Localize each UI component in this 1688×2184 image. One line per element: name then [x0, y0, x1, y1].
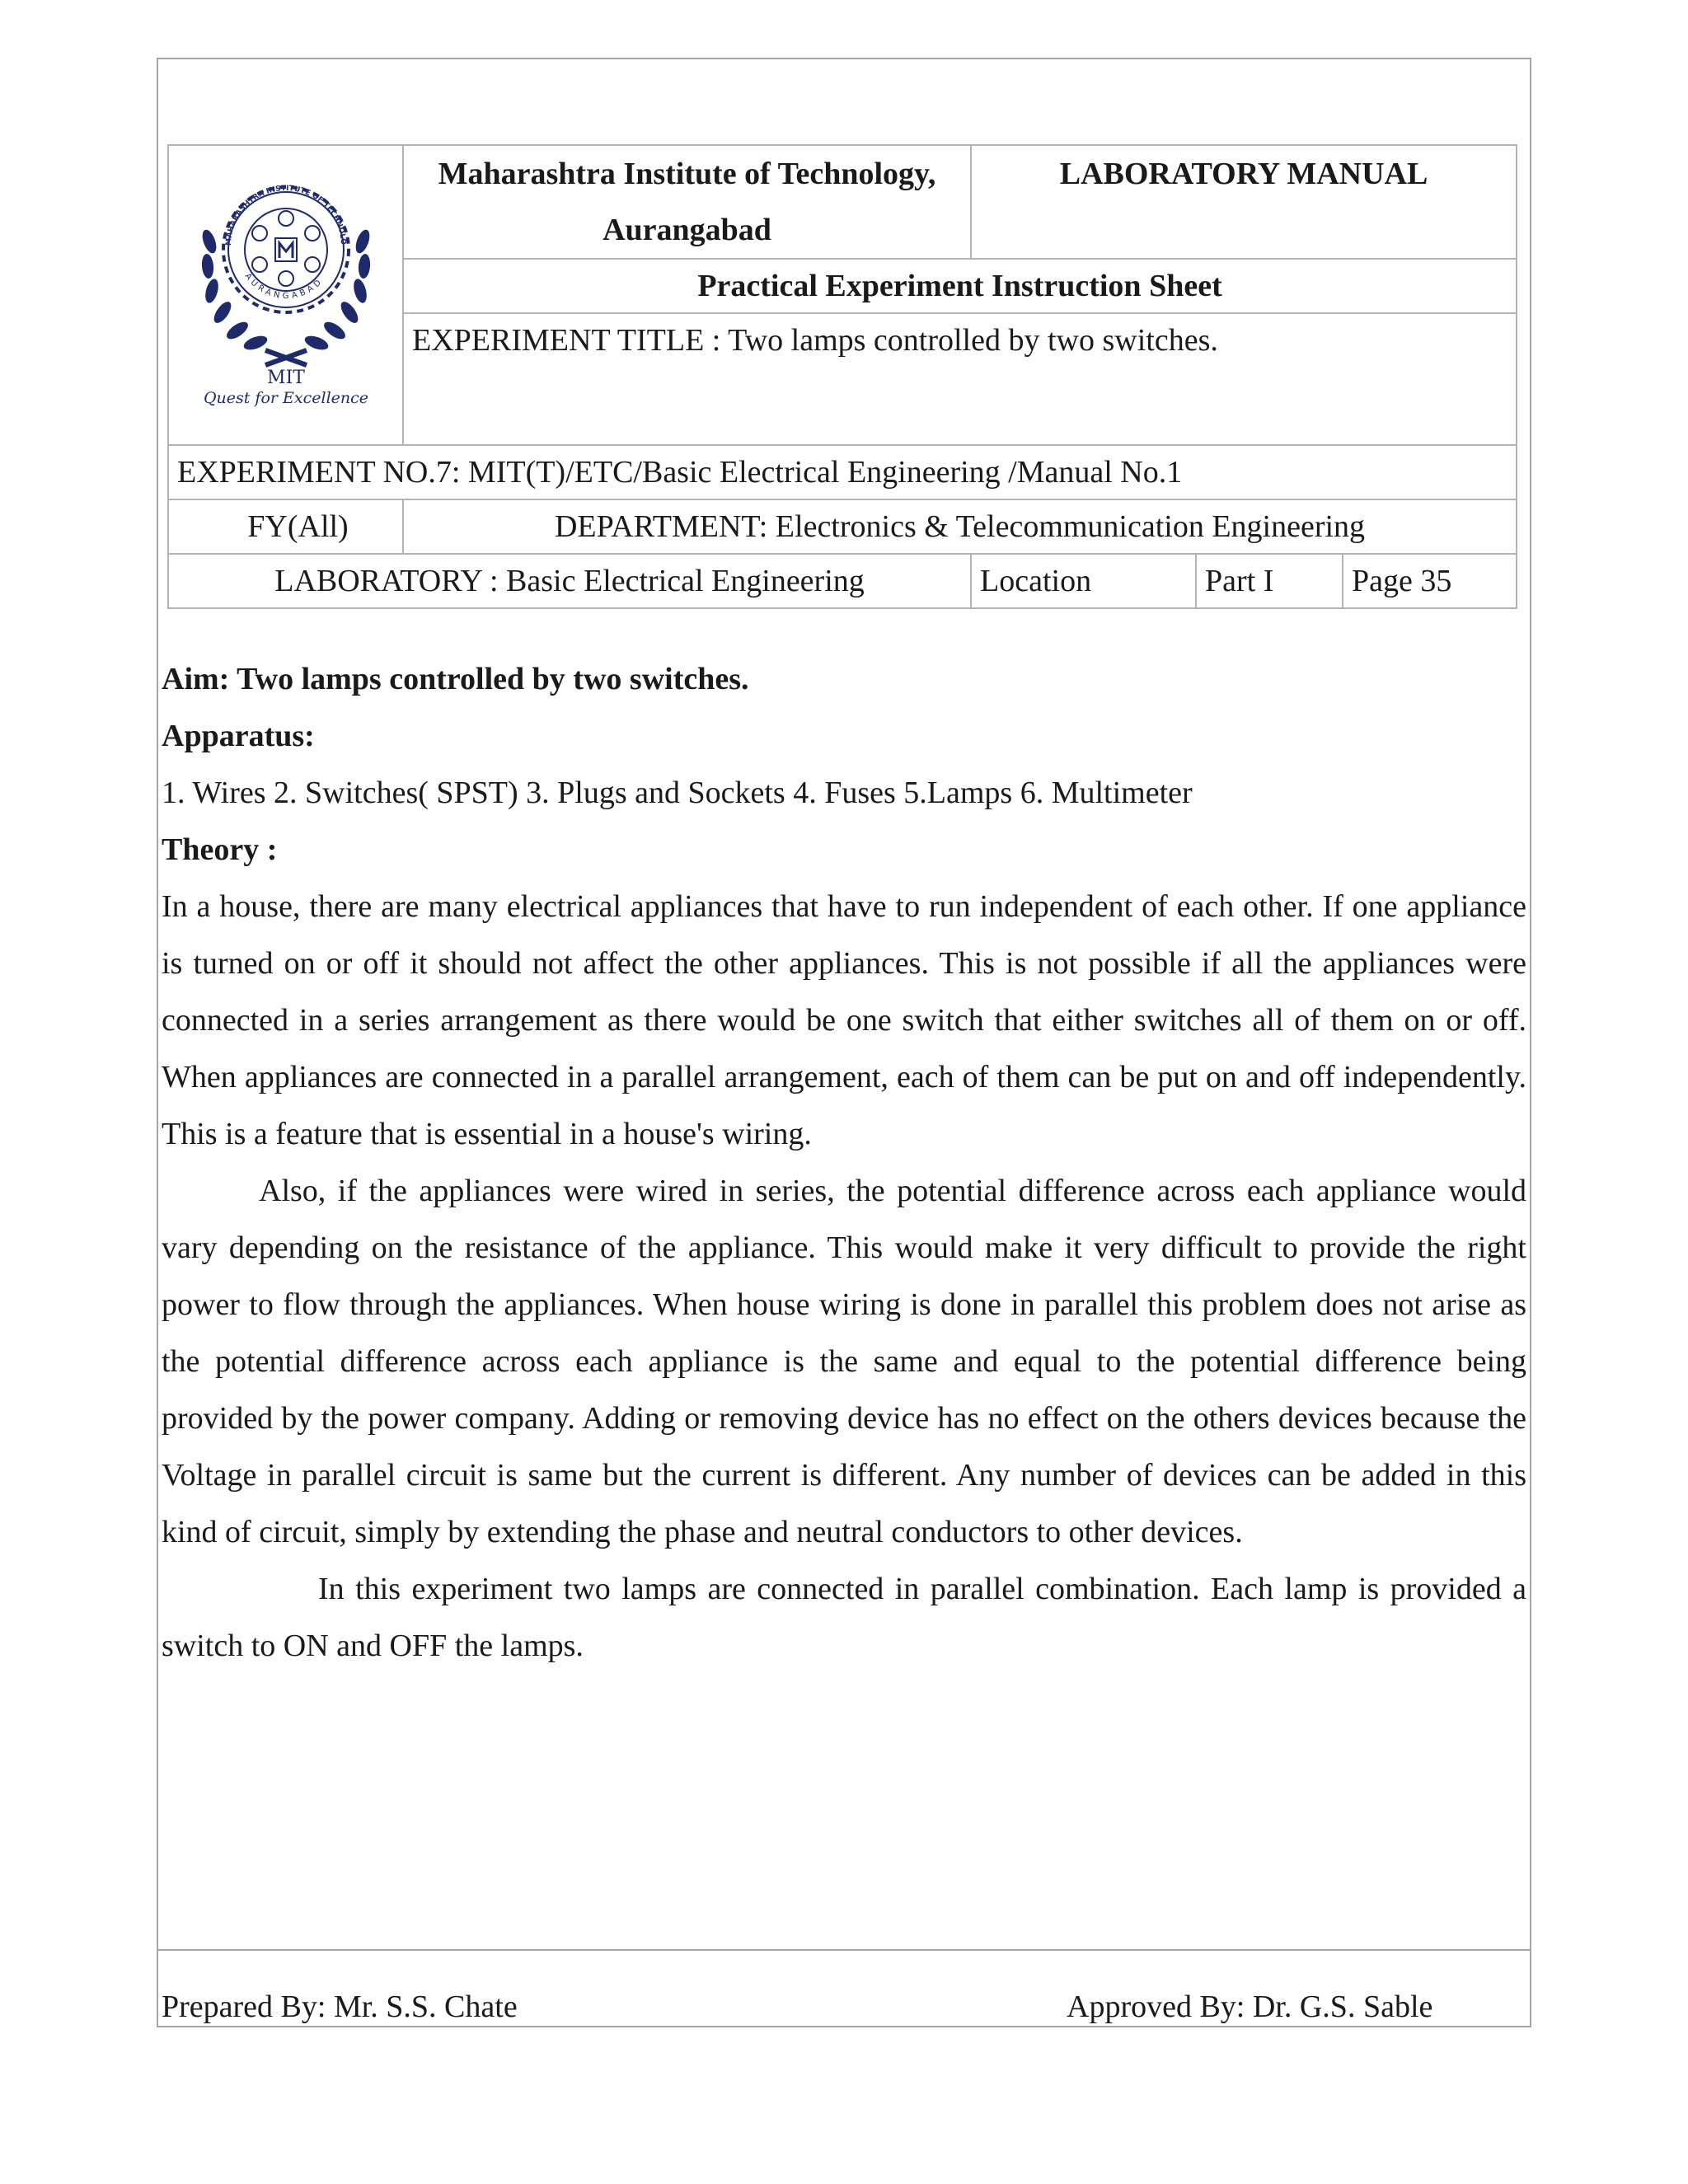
institute-name-cell [403, 145, 971, 259]
page-number-cell: Page 35 [1343, 554, 1517, 608]
apparatus-heading: Apparatus: [162, 719, 315, 753]
theory-paragraph-3: In this experiment two lamps are connected in parallel combination. Each lamp is provided a switch to ON and OFF the lamps. [162, 1572, 1526, 1663]
institute-name-line1: Maharashtra Institute of Technology, [438, 157, 936, 191]
year-cell: FY(All) [168, 499, 403, 554]
manual-label: LABORATORY MANUAL [971, 145, 1517, 259]
logo-cell [168, 145, 403, 445]
institute-name-line2: Aurangabad [603, 213, 771, 247]
part-cell: Part I [1196, 554, 1343, 608]
laboratory-cell: LABORATORY : Basic Electrical Engineering [168, 554, 971, 608]
location-cell: Location [971, 554, 1196, 608]
experiment-title: EXPERIMENT TITLE : Two lamps controlled by two switches. [403, 313, 1517, 445]
logo-ring-text: MAHARASHTRA INSTITUTE OF TECHNOLO [224, 184, 347, 246]
content-body [162, 651, 1526, 1675]
aim-heading: Aim: Two lamps controlled by two switches. [162, 662, 749, 696]
apparatus-list: 1. Wires 2. Switches( SPST) 3. Plugs and Sockets 4. Fuses 5.Lamps 6. Multimeter [162, 776, 1193, 810]
logo-city-text: AURANGABAD [242, 271, 326, 302]
mit-logo-icon [183, 167, 389, 406]
theory-paragraph-1: In a house, there are many electrical appliances that have to run independent of each other. If one appliance is turned on or off it should not affect the other appliances. This is not possible if all the appliances were connected in a series arrangement as there would be one switch that either switches all of them on or off. When appliances are connected in a parallel arrangement, each of them can be put on and off independently. This is a feature that is essential in a house's wiring. [162, 889, 1526, 1151]
logo-brand-text: MIT [266, 368, 305, 388]
prepared-by: Prepared By: Mr. S.S. Chate [162, 1990, 518, 2024]
footer [158, 1949, 1530, 2027]
theory-paragraph-2: Also, if the appliances were wired in series, the potential difference across each appliance would vary depending on the resistance of the appliance. This would make it very difficult to provide the right power to flow through the appliances. When house wiring is done in parallel this problem does not arise as the potential difference across each appliance is the same and equal to the potential difference being provided by the power company. Adding or removing device has no effect on the others devices because the Voltage in parallel circuit is same but the current is different. Any number of devices can be added in this kind of circuit, simply by extending the phase and neutral conductors to other devices. [162, 1174, 1526, 1549]
approved-by: Approved By: Dr. G.S. Sable [1067, 1990, 1433, 2024]
sheet-title: Practical Experiment Instruction Sheet [403, 259, 1517, 313]
experiment-number: EXPERIMENT NO.7: MIT(T)/ETC/Basic Electrical Engineering /Manual No.1 [168, 445, 1517, 499]
header-table [167, 144, 1517, 609]
department-cell: DEPARTMENT: Electronics & Telecommunication Engineering [403, 499, 1517, 554]
theory-heading: Theory : [162, 832, 278, 867]
logo-tagline-text: Quest for Excellence [203, 389, 368, 406]
